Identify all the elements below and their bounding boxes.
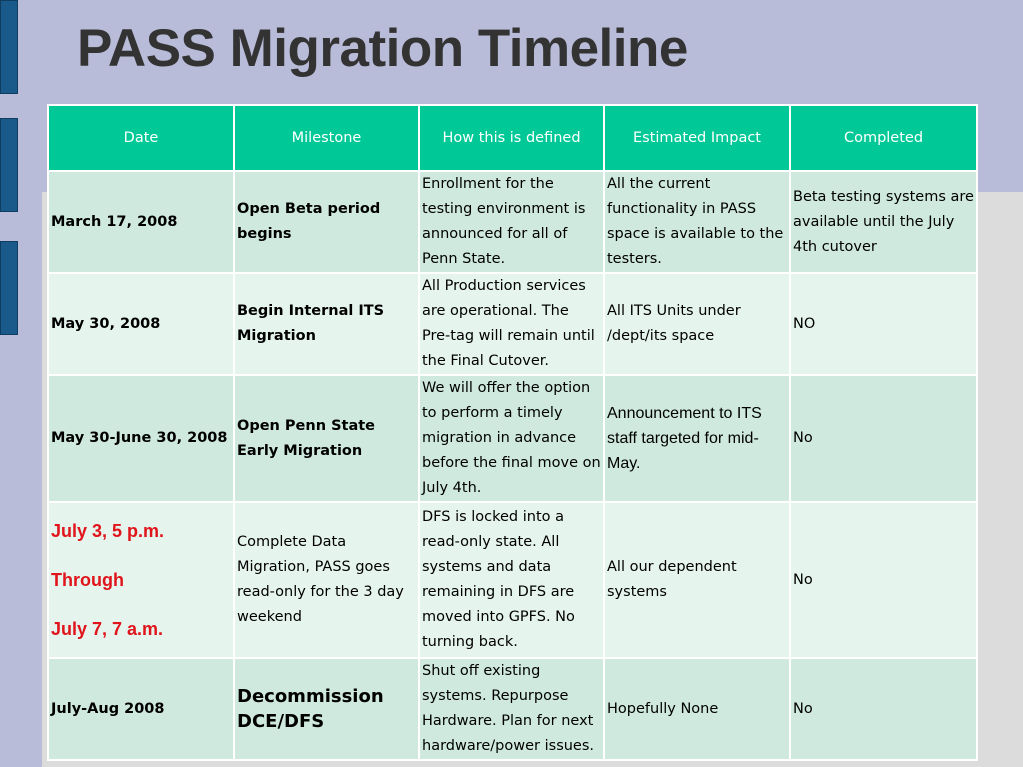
date-end-line: July 7, 7 a.m. bbox=[51, 618, 164, 639]
header-date: Date bbox=[48, 105, 234, 171]
table-row bbox=[48, 375, 977, 502]
cell-impact: All ITS Units under /dept/its space bbox=[604, 273, 790, 375]
header-estimated-impact: Estimated Impact bbox=[604, 105, 790, 171]
header-completed: Completed bbox=[790, 105, 977, 171]
cell-defined: All Production services are operational. The Pre-tag will remain until the Final Cutover. bbox=[419, 273, 604, 375]
cell-completed: No bbox=[790, 375, 977, 502]
cell-defined: Shut off existing systems. Repurpose Hardware. Plan for next hardware/power issues. bbox=[419, 658, 604, 760]
cell-milestone: Open Penn State Early Migration bbox=[234, 375, 419, 502]
cell-date: March 17, 2008 bbox=[48, 171, 234, 273]
cell-date: July-Aug 2008 bbox=[48, 658, 234, 760]
side-decoration-bar-1 bbox=[0, 0, 18, 94]
timeline-table bbox=[47, 104, 978, 761]
cell-completed: No bbox=[790, 658, 977, 760]
cell-defined: We will offer the option to perform a timely migration in advance before the final move on July 4th. bbox=[419, 375, 604, 502]
table-header-row bbox=[48, 105, 977, 171]
cell-milestone: Open Beta period begins bbox=[234, 171, 419, 273]
cell-date: May 30, 2008 bbox=[48, 273, 234, 375]
cell-impact: Hopefully None bbox=[604, 658, 790, 760]
cell-date bbox=[48, 502, 234, 658]
table-row bbox=[48, 273, 977, 375]
cell-completed: No bbox=[790, 502, 977, 658]
cell-milestone: Complete Data Migration, PASS goes read-only for the 3 day weekend bbox=[234, 502, 419, 658]
cell-milestone: Begin Internal ITS Migration bbox=[234, 273, 419, 375]
cell-defined: Enrollment for the testing environment is announced for all of Penn State. bbox=[419, 171, 604, 273]
table-row bbox=[48, 658, 977, 760]
header-milestone: Milestone bbox=[234, 105, 419, 171]
table-row bbox=[48, 502, 977, 658]
date-start-line: July 3, 5 p.m. bbox=[51, 520, 165, 541]
cell-date: May 30-June 30, 2008 bbox=[48, 375, 234, 502]
cell-impact: All the current functionality in PASS space is available to the testers. bbox=[604, 171, 790, 273]
table-row bbox=[48, 171, 977, 273]
cell-milestone: Decommission DCE/DFS bbox=[234, 658, 419, 760]
slide-title: PASS Migration Timeline bbox=[77, 19, 688, 78]
cell-impact: All our dependent systems bbox=[604, 502, 790, 658]
side-decoration-bar-2 bbox=[0, 118, 18, 212]
side-decoration-bar-3 bbox=[0, 241, 18, 335]
cell-completed: Beta testing systems are available until the July 4th cutover bbox=[790, 171, 977, 273]
cell-completed: NO bbox=[790, 273, 977, 375]
date-through-line: Through bbox=[51, 569, 124, 590]
cell-defined: DFS is locked into a read-only state. All systems and data remaining in DFS are moved into GPFS. No turning back. bbox=[419, 502, 604, 658]
header-how-defined: How this is defined bbox=[419, 105, 604, 171]
cell-impact: Announcement to ITS staff targeted for mid-May. bbox=[604, 375, 790, 502]
